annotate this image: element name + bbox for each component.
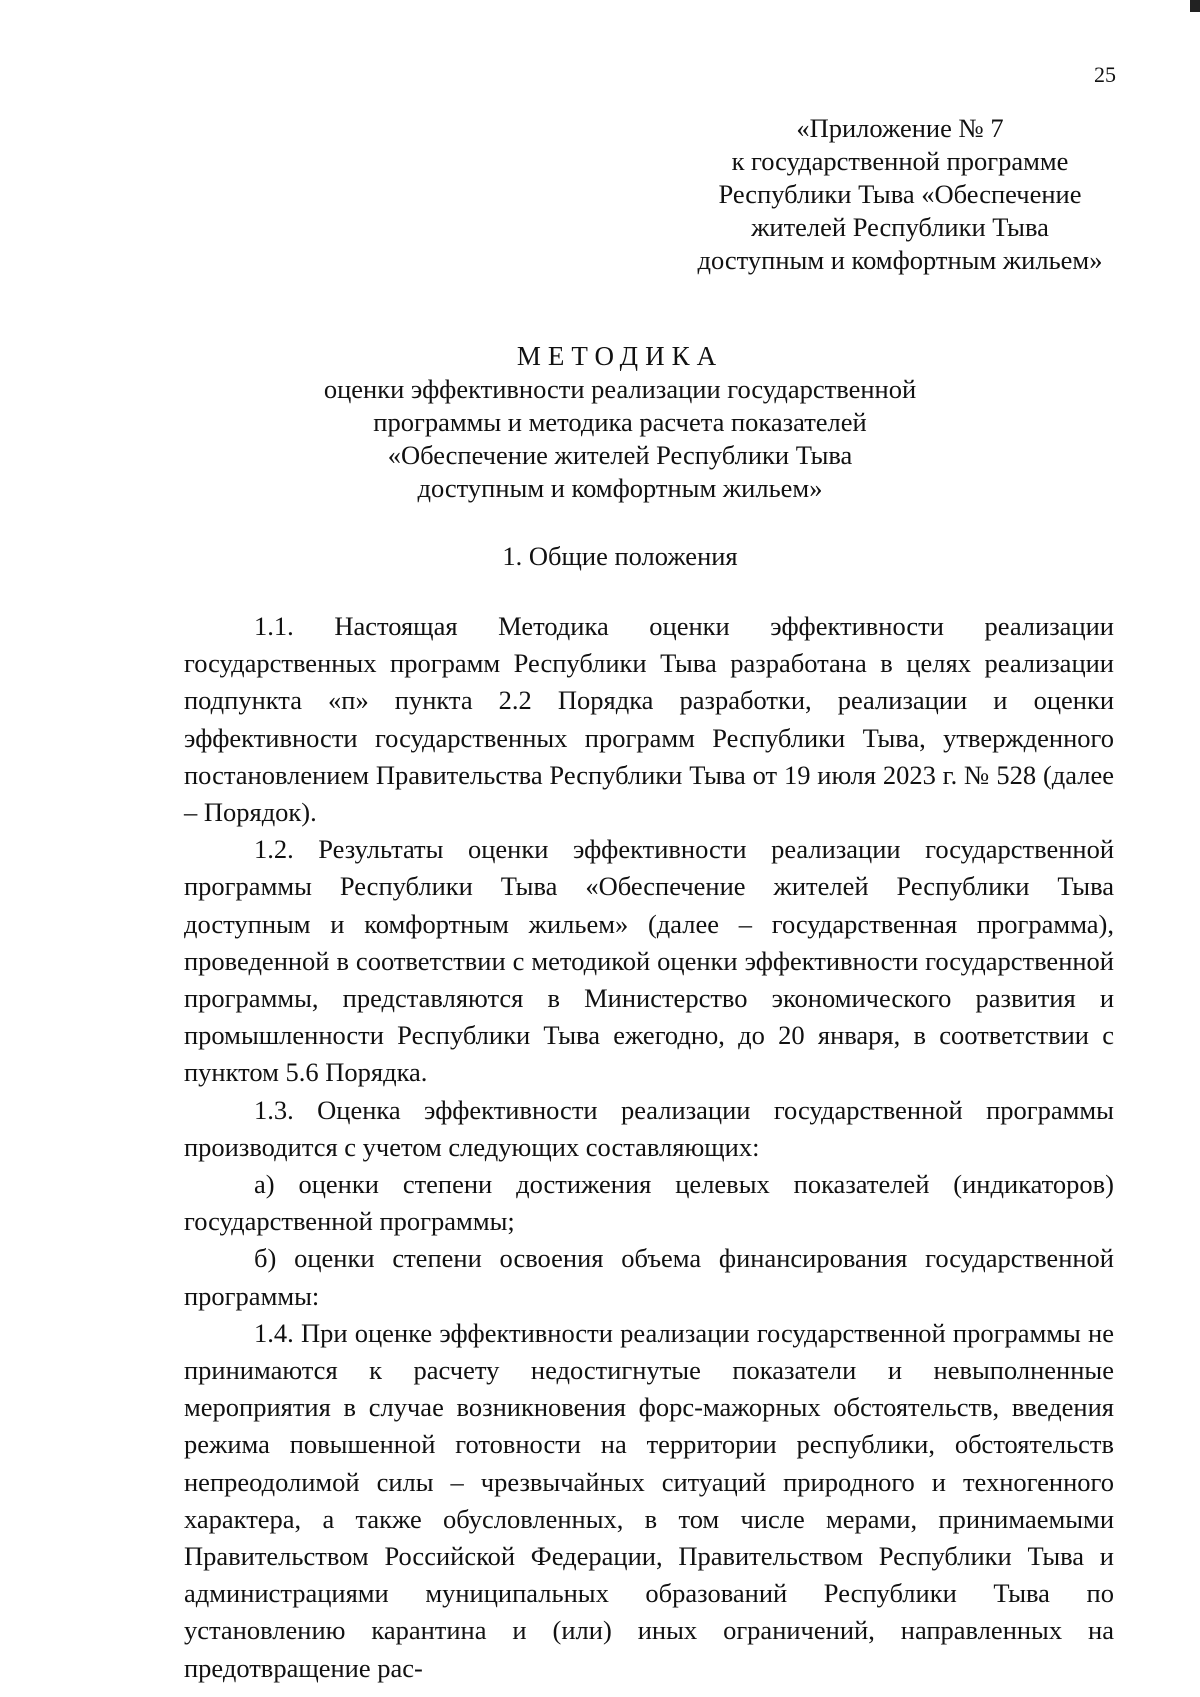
paragraph-1-1: 1.1. Настоящая Методика оценки эффективности реализации государственных программ Республики Тыва разработана в целях реализации подпункта «п» пункта 2.2 Порядка разработки, реализации и оценки эффективности государственных программ Республики Тыва, утвержденного постановлением Правительства Республики Тыва от 19 июля 2023 г. № 528 (далее – Порядок).	[184, 611, 1114, 828]
title-line: программы и методика расчета показателей	[373, 407, 867, 437]
page-number: 25	[1094, 62, 1116, 87]
section-heading: 1. Общие положения	[502, 541, 738, 571]
document-title	[180, 340, 1060, 505]
appendix-line: жителей Республики Тыва	[751, 212, 1049, 242]
title-main: МЕТОДИКА	[516, 341, 724, 371]
paragraph-1-3: 1.3. Оценка эффективности реализации государственной программы производится с учетом следующих составляющих:	[184, 1094, 1114, 1162]
paragraph-1-4: 1.4. При оценке эффективности реализации государственной программы не принимаются к расчету недостигнутые показатели и невыполненные мероприятия в случае возникновения форс-мажорных обстоятельств, введения режима повышенной готовности на территории республики, обстоятельств непреодолимой силы – чрезвычайных ситуаций природного и техногенного характера, а также обусловленных, в том числе мерами, принимаемыми Правительством Российской Федерации, Правительством Республики Тыва и администрациями муниципальных образований Республики Тыва по установлению карантина и (или) иных ограничений, направленных на предотвращение рас-	[184, 1317, 1114, 1683]
title-line: «Обеспечение жителей Республики Тыва	[387, 440, 853, 470]
paragraph-item-a: а) оценки степени достижения целевых показателей (индикаторов) государственной программы;	[184, 1169, 1114, 1237]
title-line: оценки эффективности реализации государственной	[323, 374, 917, 404]
appendix-header	[690, 112, 1110, 277]
title-line: доступным и комфортным жильем»	[417, 473, 823, 503]
body-text	[184, 608, 1114, 1687]
appendix-line: к государственной программе	[731, 146, 1069, 176]
paragraph-item-b: б) оценки степени освоения объема финансирования государственной программы:	[184, 1243, 1114, 1311]
scan-corner-mark	[1190, 0, 1200, 12]
paragraph-1-2: 1.2. Результаты оценки эффективности реализации государственной программы Республики Тыва «Обеспечение жителей Республики Тыва доступным и комфортным жильем» (далее – государственная программа), проведенной в соответствии с методикой оценки эффективности государственной программы, представляются в Министерство экономического развития и промышленности Республики Тыва ежегодно, до 20 января, в соответствии с пунктом 5.6 Порядка.	[184, 834, 1114, 1088]
appendix-line: «Приложение № 7	[796, 113, 1004, 143]
appendix-line: Республики Тыва «Обеспечение	[718, 179, 1082, 209]
appendix-line: доступным и комфортным жильем»	[697, 245, 1103, 275]
